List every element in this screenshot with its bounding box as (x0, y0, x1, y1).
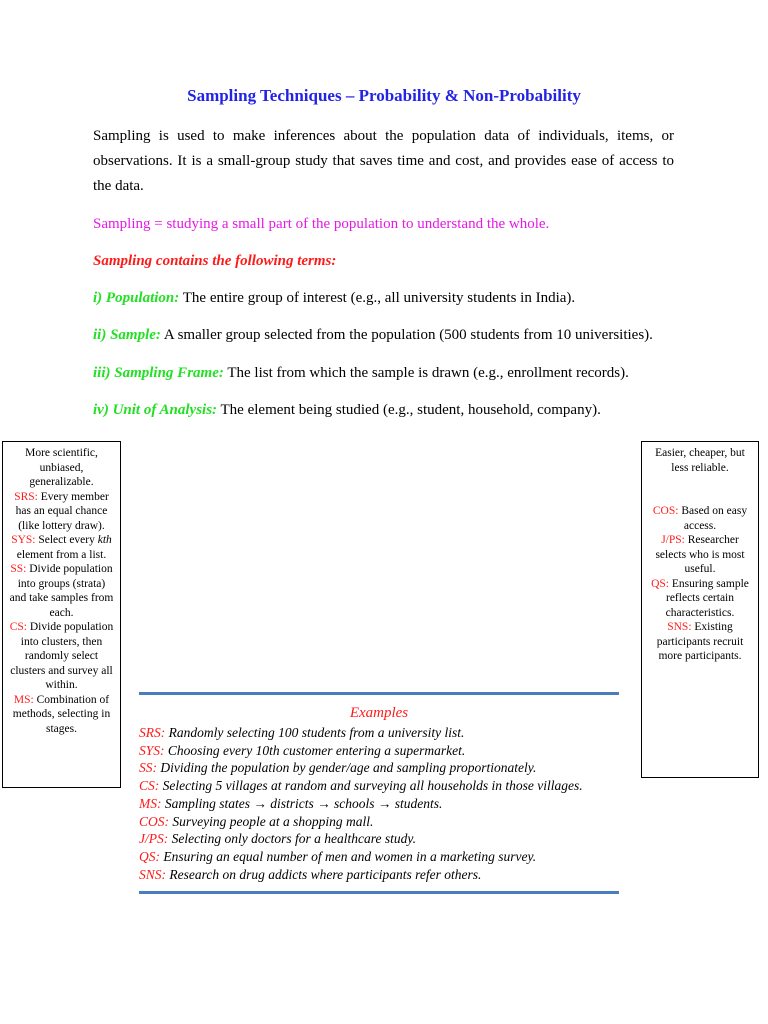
item-abbr: COS: (652, 505, 679, 517)
example-text: Selecting only doctors for a healthcare study. (168, 831, 416, 847)
example-abbr: SNS: (139, 866, 166, 882)
item-abbr: J/PS: (661, 534, 685, 546)
terms-heading: Sampling contains the following terms: (93, 253, 337, 269)
page-title: Sampling Techniques – Probability & Non-Probability (187, 86, 581, 105)
example-row (139, 759, 619, 777)
example-text: Dividing the population by gender/age and sampling proportionately. (157, 760, 537, 776)
item-text: Every member has an equal chance (like lottery draw). (15, 490, 109, 532)
term-label: iii) Sampling Frame: (93, 365, 224, 381)
item-abbr: MS: (13, 693, 34, 706)
box-item-sns (648, 620, 752, 664)
item-abbr: SS: (10, 563, 27, 575)
term-text: The entire group of interest (e.g., all university students in India). (179, 290, 576, 306)
example-row (139, 795, 619, 813)
examples-list (139, 724, 619, 883)
item-abbr: CS: (9, 621, 27, 633)
example-abbr: SRS: (139, 725, 166, 740)
item-abbr: SYS: (11, 534, 36, 546)
term-population (93, 290, 575, 307)
example-row (139, 777, 619, 795)
example-row (139, 742, 619, 760)
box-item-cos (648, 504, 752, 533)
box-spacer (648, 475, 752, 504)
box-item-ss (9, 562, 114, 620)
item-text: Divide population into groups (strata) and take samples from each. (9, 563, 114, 619)
item-text: Combination of methods, selecting in stages. (12, 693, 111, 735)
item-text: Divide population into clusters, then randomly select clusters and survey all within. (10, 621, 114, 691)
term-text: The list from which the sample is drawn (e.g., enrollment records). (223, 365, 629, 381)
example-row (139, 813, 619, 831)
term-label: ii) Sample: (93, 327, 161, 343)
non-probability-box (641, 441, 759, 778)
probability-box (2, 441, 121, 788)
term-sample (93, 327, 653, 344)
term-label: iv) Unit of Analysis: (93, 402, 218, 418)
example-text: Ensuring an equal number of men and women in a marketing survey. (160, 848, 537, 864)
example-text: Randomly selecting 100 students from a university list. (165, 725, 465, 740)
item-text: Existing participants recruit more participants. (656, 621, 744, 662)
example-row (139, 848, 619, 866)
example-abbr: COS: (139, 813, 169, 829)
examples-bottom-rule (139, 891, 619, 894)
item-emphasis: kth (97, 534, 112, 546)
box-item-ms (9, 693, 114, 737)
example-text: Selecting 5 villages at random and surveying all households in those villages. (159, 778, 583, 794)
box-item-cs (9, 620, 114, 693)
box-intro: Easier, cheaper, but less reliable. (655, 447, 745, 474)
example-abbr: SYS: (139, 742, 165, 758)
example-abbr: J/PS: (139, 831, 169, 847)
box-intro: More scientific, unbiased, generalizable. (25, 447, 98, 488)
item-text: Based on easy access. (678, 505, 748, 532)
item-abbr: QS: (651, 577, 670, 590)
example-text: Research on drug addicts where participants refer others. (166, 866, 482, 882)
term-text: The element being studied (e.g., student, household, company). (217, 402, 601, 418)
box-item-qs (648, 577, 752, 621)
item-text: Researcher selects who is most useful. (655, 534, 745, 575)
term-label: i) Population: (93, 290, 180, 306)
intro-paragraph: Sampling is used to make inferences about the population data of individuals, items, or observations. It is a small-group study that saves time and cost, and provides ease of access to the data. (93, 128, 674, 194)
example-abbr: CS: (139, 778, 160, 794)
item-abbr: SRS: (14, 490, 38, 503)
examples-heading: Examples (349, 705, 409, 721)
examples-top-rule (139, 692, 619, 695)
example-row (139, 830, 619, 848)
example-abbr: QS: (139, 848, 160, 864)
box-item-jps (648, 533, 752, 577)
item-abbr: SNS: (667, 621, 692, 633)
example-row (139, 724, 619, 742)
item-text: Select every (35, 534, 98, 546)
box-item-srs (9, 490, 114, 534)
example-text: Sampling states → districts → schools → students. (161, 795, 443, 811)
term-unit-of-analysis (93, 402, 601, 419)
example-abbr: SS: (139, 760, 157, 776)
term-text: A smaller group selected from the population (500 students from 10 universities). (160, 327, 653, 343)
item-text: Ensuring sample reflects certain characteristics. (665, 577, 749, 619)
definition-line: Sampling = studying a small part of the population to understand the whole. (93, 216, 550, 232)
box-item-sys (9, 533, 114, 562)
example-row (139, 866, 619, 884)
item-text: element from a list. (16, 548, 107, 561)
example-text: Surveying people at a shopping mall. (169, 813, 374, 829)
term-sampling-frame (93, 365, 629, 382)
example-text: Choosing every 10th customer entering a supermarket. (164, 742, 466, 758)
example-abbr: MS: (139, 795, 162, 811)
